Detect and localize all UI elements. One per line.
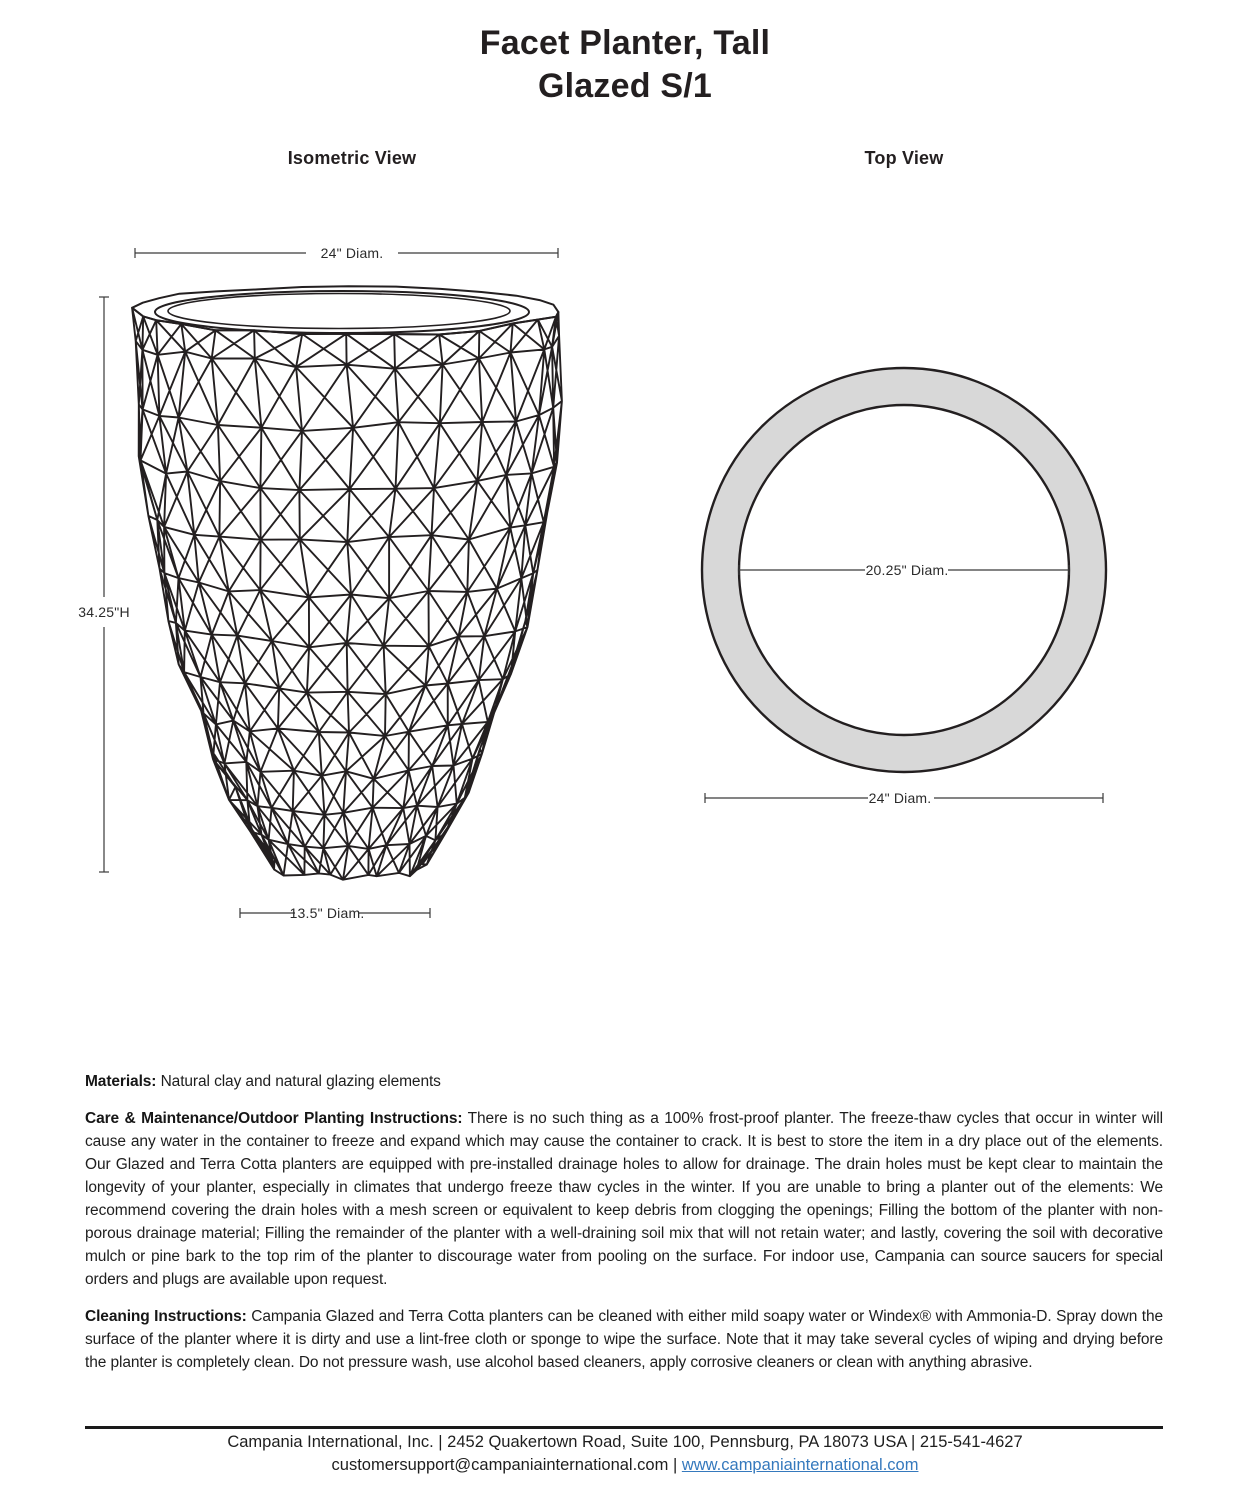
body-text [85, 1070, 1163, 1388]
footer-divider [85, 1426, 1163, 1429]
page-title-line1: Facet Planter, Tall [479, 24, 771, 62]
top-outer-diameter-dimension [705, 790, 1103, 806]
iso-bottom-diameter-dimension [240, 905, 430, 921]
footer-separator: | [672, 1456, 678, 1474]
top-view-drawing [670, 320, 1150, 820]
page-title-line2: Glazed S/1 [538, 67, 712, 105]
iso-top-diameter-label: 24" Diam. [320, 245, 384, 261]
top-outer-diameter-label: 24" Diam. [868, 790, 932, 806]
top-view-label: Top View [864, 148, 944, 168]
cleaning-label: Cleaning Instructions: [85, 1308, 247, 1325]
page-title [0, 22, 1250, 108]
top-inner-diameter-label: 20.25" Diam. [865, 562, 949, 578]
cleaning-text: Campania Glazed and Terra Cotta planters can be cleaned with either mild soapy water or Windex® with Ammonia-D. Spray down the surface of the planter where it is dirty and use a lint-free cloth or sponge to wipe the surface. Note that it may take several cycles of wiping and drying before the planter is completely clean. Do not pressure wash, use alcohol based cleaners, apply corrosive cleaners or clean with anything abrasive. [85, 1308, 1163, 1371]
footer-contact-line [0, 1456, 1250, 1475]
care-maintenance-text: There is no such thing as a 100% frost-proof planter. The freeze-thaw cycles that occur in winter will cause any water in the container to freeze and expand which may cause the container to crack. It is best to store the item in a dry place out of the elements. Our Glazed and Terra Cotta planters are equipped with pre-installed drainage holes to allow for drainage. The drain holes must be kept clear to maintain the longevity of your planter, especially in climates that undergo freeze thaw cycles in the winter. If you are unable to bring a planter out of the elements: We recommend covering the drain holes with a mesh screen or equivalent to keep debris from clogging the openings; Filling the bottom of the planter with non-porous drainage material; Filling the remainder of the planter with a well-draining soil mix that will not retain water; and lastly, covering the soil with decorative mulch or pine bark to the top rim of the planter to discourage water from pooling on the surface. For indoor use, Campania can source saucers for special orders and plugs are available upon request. [85, 1110, 1163, 1288]
materials-paragraph [85, 1070, 1163, 1093]
iso-height-dimension [78, 297, 130, 872]
footer-email: customersupport@campaniainternational.com [331, 1456, 669, 1474]
footer-website-link[interactable]: www.campaniainternational.com [681, 1456, 919, 1474]
materials-label: Materials: [85, 1073, 157, 1090]
iso-bottom-diameter-label: 13.5" Diam. [289, 905, 365, 921]
care-maintenance-label: Care & Maintenance/Outdoor Planting Instructions: [85, 1110, 463, 1127]
materials-text: Natural clay and natural glazing elements [160, 1073, 441, 1090]
faceted-planter-wireframe [132, 286, 562, 880]
cleaning-paragraph [85, 1305, 1163, 1374]
isometric-view-label: Isometric View [287, 148, 417, 168]
iso-top-diameter-dimension [135, 245, 558, 261]
iso-height-label: 34.25"H [78, 604, 130, 620]
isometric-view-drawing [55, 225, 615, 945]
footer-company-line: Campania International, Inc. | 2452 Quakertown Road, Suite 100, Pennsburg, PA 18073 USA | 215-541-4627 [227, 1433, 1023, 1451]
care-maintenance-paragraph [85, 1107, 1163, 1291]
